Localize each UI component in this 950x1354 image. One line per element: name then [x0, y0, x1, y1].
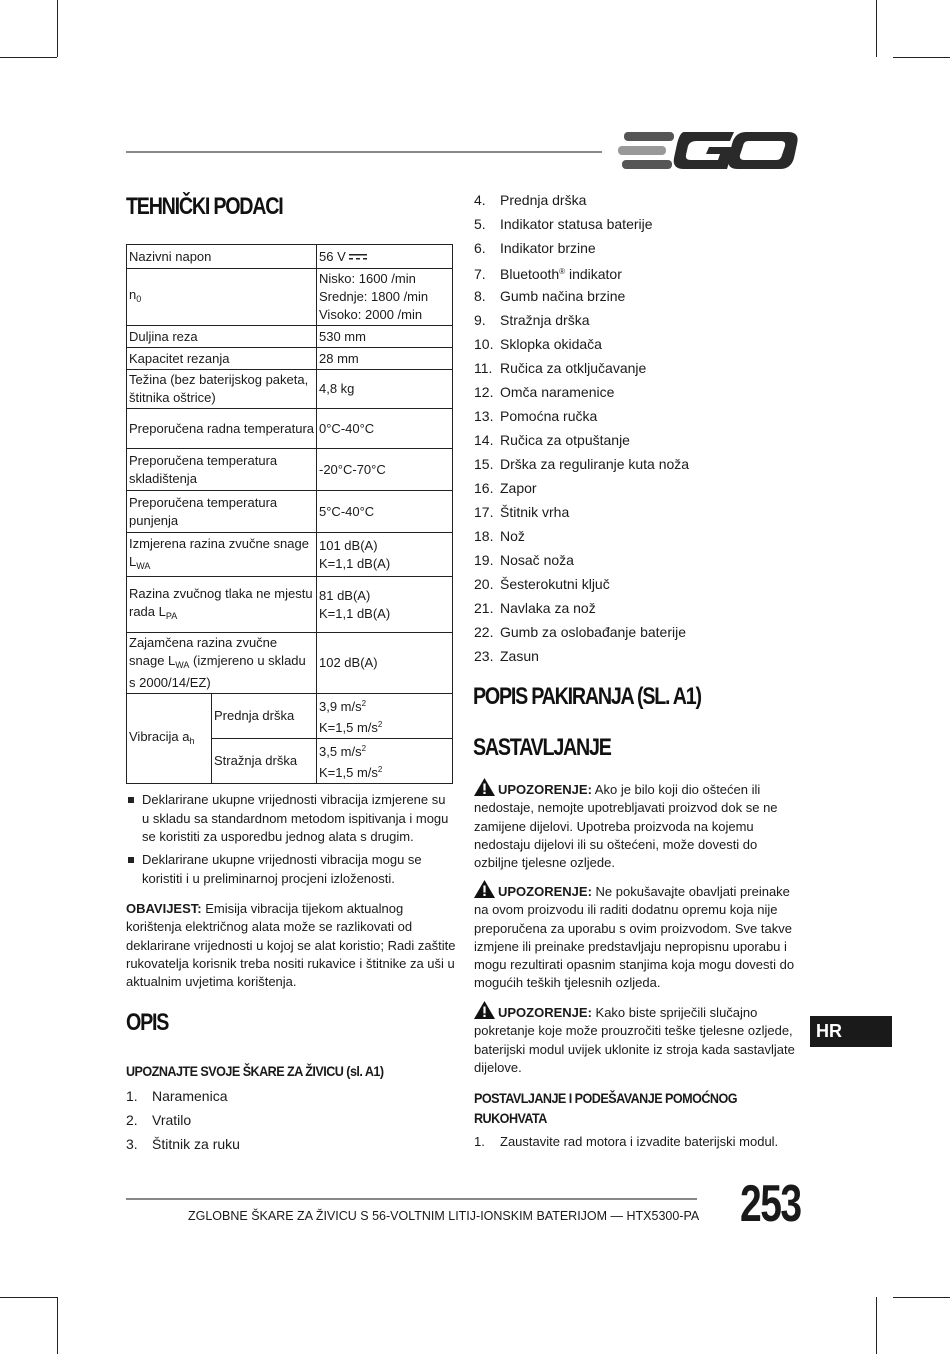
- footer-rule: [126, 1198, 697, 1200]
- footer-text: ZGLOBNE ŠKARE ZA ŽIVICU S 56-VOLTNIM LITIJ-IONSKIM BATERIJOM — HTX5300-PA: [188, 1209, 700, 1223]
- list-item: 16. Zapor: [474, 480, 537, 496]
- spec-label: Preporučena radna temperatura: [127, 409, 317, 449]
- spec-label: Težina (bez baterijskog paketa, štitnika oštrice): [127, 370, 317, 409]
- ego-logo: [618, 130, 800, 172]
- page-number: 253: [740, 1175, 801, 1233]
- list-item: 13. Pomoćna ručka: [474, 408, 598, 424]
- list-item: 20. Šesterokutni ključ: [474, 576, 610, 592]
- list-item: 6. Indikator brzine: [474, 240, 596, 256]
- spec-value: Nisko: 1600 /min Srednje: 1800 /min Visoko: 2000 /min: [317, 269, 453, 326]
- list-item: 12. Omča naramenice: [474, 384, 615, 400]
- list-item: 4. Prednja drška: [474, 192, 587, 208]
- notice-paragraph: OBAVIJEST: Emisija vibracija tijekom aktualnog korištenja električnog alata može se razlikovati od deklarirane vrijednosti u kojoj se alat koristio; Radi zaštite rukovatelja korisnik treba nositi rukavice i štitnike za uši u aktualnim uvjetima korištenja.: [126, 901, 456, 990]
- crop-mark: [0, 1297, 57, 1298]
- assembly-step: 1. Zaustavite rad motora i izvadite baterijski modul.: [474, 1134, 779, 1149]
- warning-paragraph: UPOZORENJE: Ne pokušavajte obavljati preinake na ovom proizvodu ili raditi dodatnu opremu koja nije preporučena za uporabu s ovim proizvodom. Sve takve izmjene ili preinake predstavljaju nepropisnu uporabu i mogu rezultirati opasnim stanjima koja mogu dovesti do mogućih teških tjelesnih ozljeda.: [474, 880, 804, 993]
- spec-value: 5°C-40°C: [317, 491, 453, 533]
- spec-label: Preporučena temperatura skladištenja: [127, 449, 317, 491]
- list-item: 8. Gumb načina brzine: [474, 288, 626, 304]
- parts-list-left: [126, 1084, 240, 1156]
- spec-value: 81 dB(A) K=1,1 dB(A): [317, 577, 453, 633]
- spec-label: Preporučena temperatura punjenja: [127, 491, 317, 533]
- spec-value: 4,8 kg: [317, 370, 453, 409]
- spec-value: 0°C-40°C: [317, 409, 453, 449]
- list-item: 2. Vratilo: [126, 1112, 192, 1128]
- sastavljanje-title: SASTAVLJANJE: [473, 734, 611, 761]
- spec-label: Prednja drška: [212, 694, 317, 739]
- opis-title: OPIS: [126, 1009, 169, 1036]
- list-item: 19. Nosač noža: [474, 552, 574, 568]
- bullet-item: Deklarirane ukupne vrijednosti vibracija izmjerene su u skladu sa standardnom metodom ispitivanja i mogu se koristiti za usporedbu jednog alata s drugim.: [126, 791, 456, 847]
- spec-value: 101 dB(A) K=1,1 dB(A): [317, 533, 453, 577]
- spec-label: Vibracija $a_h$: [127, 694, 212, 784]
- crop-mark: [57, 1297, 58, 1354]
- crop-mark: [876, 1297, 877, 1354]
- bullet-item: Deklarirane ukupne vrijednosti vibracija mogu se koristiti i u preliminarnoj procjeni izloženosti.: [126, 851, 456, 888]
- list-item: 1. Naramenica: [126, 1088, 228, 1104]
- list-item: 22. Gumb za oslobađanje baterije: [474, 624, 687, 640]
- list-item: 5. Indikator statusa baterije: [474, 216, 653, 232]
- warning-paragraph: UPOZORENJE: Ako je bilo koji dio oštećen ili nedostaje, nemojte upotrebljavati proizvod dok se ne zamijene dijelovi. Upotreba proizvoda na kojemu nedostaju dijelovi ili su oštećeni, može dovesti do ozbiljne tjelesne ozljede.: [474, 778, 804, 872]
- list-item: 15. Drška za reguliranje kuta noža: [474, 456, 690, 472]
- opis-subtitle: UPOZNAJTE SVOJE ŠKARE ZA ŽIVICU (sl. A1): [126, 1063, 384, 1079]
- list-item: 21. Navlaka za nož: [474, 600, 596, 616]
- assembly-subtitle: POSTAVLJANJE I PODEŠAVANJE POMOĆNOG RUKOHVATA: [474, 1090, 738, 1126]
- spec-value: 28 mm: [317, 348, 453, 370]
- crop-mark: [876, 0, 877, 57]
- crop-mark: [893, 1297, 950, 1298]
- spec-label: Razina zvučnog tlaka ne mjestu rada $L_{PA}$: [127, 577, 317, 633]
- list-item: 14. Ručica za otpuštanje: [474, 432, 630, 448]
- parts-list-right: [474, 188, 689, 668]
- spec-label: Kapacitet rezanja: [127, 348, 317, 370]
- warning-paragraph: UPOZORENJE: Kako biste spriječili slučajno pokretanje koje može prouzročiti teške tjelesne ozljede, baterijski modul uvijek uklonite iz stroja kada sastavljate dijelove.: [474, 1001, 804, 1077]
- spec-label: $n_0$: [127, 269, 317, 326]
- list-item: 9. Stražnja drška: [474, 312, 590, 328]
- list-item: 23. Zasun: [474, 648, 539, 664]
- tech-title: TEHNIČKI PODACI: [126, 193, 283, 220]
- spec-value: 102 dB(A): [317, 633, 453, 694]
- spec-value: 530 mm: [317, 326, 453, 348]
- spec-table: [126, 244, 453, 784]
- header-rule: [126, 151, 602, 153]
- spec-label: Izmjerena razina zvučne snage $L_{WA}$: [127, 533, 317, 577]
- spec-value: 3,9 $m/s^2$ K=1,5 $m/s^2$: [317, 694, 453, 739]
- crop-mark: [0, 57, 57, 58]
- warning-icon: [474, 1001, 495, 1019]
- spec-value: 3,5 $m/s^2$ K=1,5 $m/s^2$: [317, 739, 453, 784]
- crop-mark: [57, 0, 58, 57]
- spec-value: -20°C-70°C: [317, 449, 453, 491]
- warning-icon: [474, 778, 495, 796]
- spec-label: Zajamčena razina zvučne snage $L_{WA}$ (izmjereno u skladu s 2000/14/EZ): [127, 633, 317, 694]
- spec-label: Duljina reza: [127, 326, 317, 348]
- list-item: 11. Ručica za otključavanje: [474, 360, 647, 376]
- list-item: 10. Sklopka okidača: [474, 336, 602, 352]
- warning-icon: [474, 880, 495, 898]
- spec-value: 56 V: [317, 245, 453, 269]
- spec-label: Nazivni napon: [127, 245, 317, 269]
- list-item: 3. Štitnik za ruku: [126, 1136, 240, 1152]
- spec-label: Stražnja drška: [212, 739, 317, 784]
- language-tab: HR: [810, 1016, 892, 1047]
- list-item: 7. Bluetooth® indikator: [474, 266, 622, 282]
- list-item: 17. Štitnik vrha: [474, 504, 570, 520]
- crop-mark: [893, 57, 950, 58]
- list-item: 18. Nož: [474, 528, 525, 544]
- dc-symbol-icon: [349, 253, 367, 261]
- pakiranje-title: POPIS PAKIRANJA (SL. A1): [473, 683, 701, 710]
